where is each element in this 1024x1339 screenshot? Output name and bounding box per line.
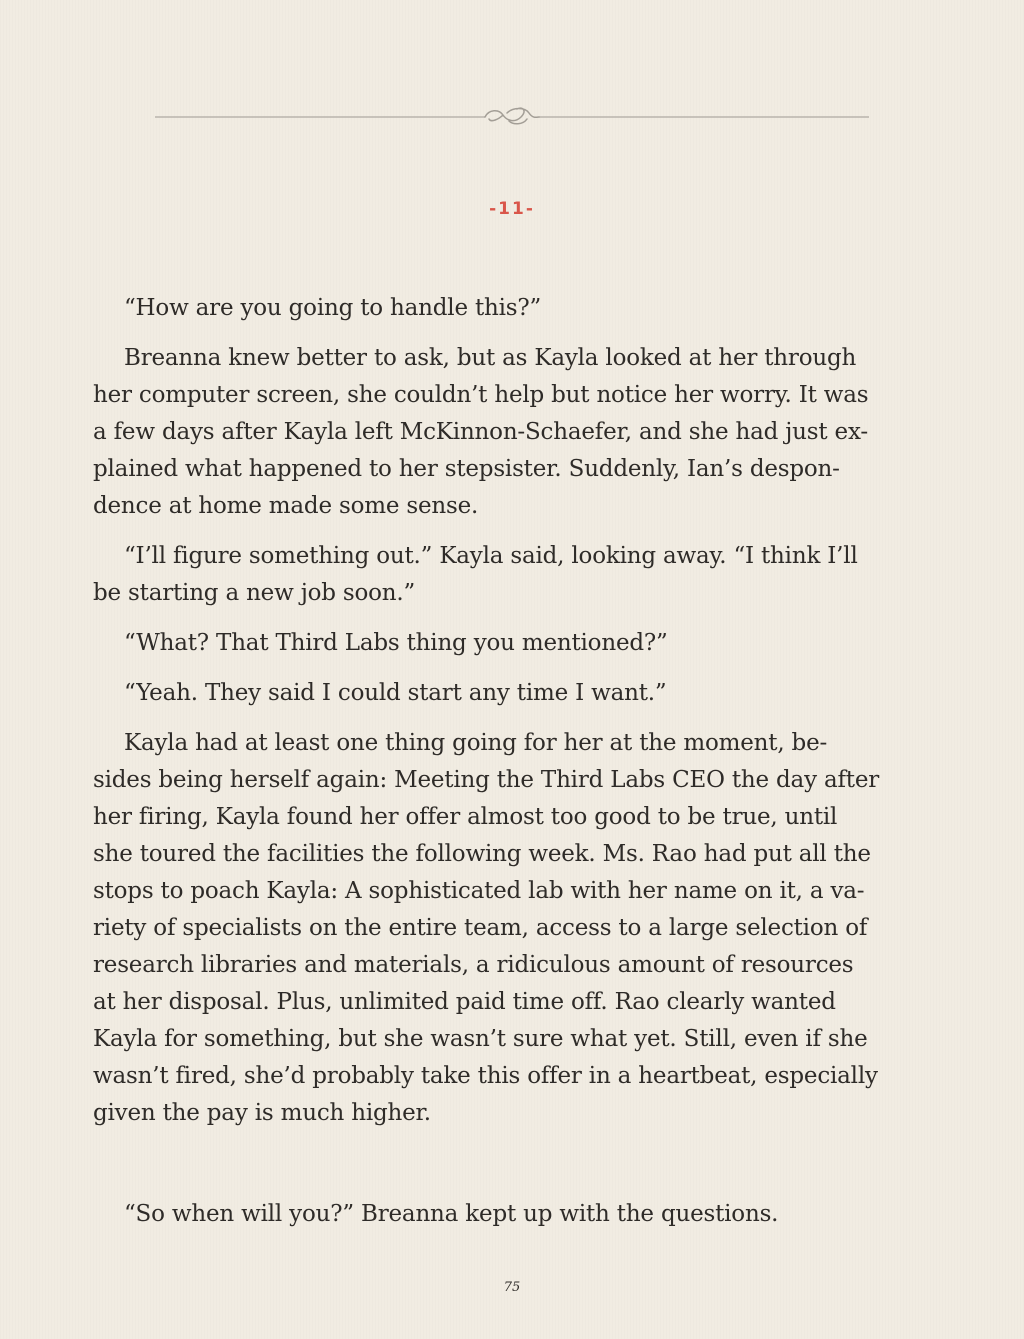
text-line: wasn’t fired, she’d probably take this offer in a heartbeat, especially [93,1063,878,1089]
paragraph [93,1196,933,1233]
text-line: Breanna knew better to ask, but as Kayla looked at her through [124,345,857,371]
text-line: stops to poach Kayla: A sophisticated lab with her name on it, a va- [93,878,865,904]
chapter-number: -11- [489,199,535,219]
text-line: research libraries and materials, a ridiculous amount of resources [93,952,854,978]
text-line: “How are you going to handle this?” [124,295,542,321]
text-line: be starting a new job soon.” [93,580,416,606]
text-line: riety of specialists on the entire team, access to a large selection of [93,915,868,941]
paragraph [93,290,933,327]
text-line: her computer screen, she couldn’t help but notice her worry. It was [93,382,869,408]
paragraph [93,538,933,612]
text-line: at her disposal. Plus, unlimited paid time off. Rao clearly wanted [93,989,836,1015]
text-line: “Yeah. They said I could start any time I want.” [124,680,667,706]
text-line: Kayla had at least one thing going for her at the moment, be- [124,730,828,756]
flourish-divider-icon [155,104,869,130]
text-line: “So when will you?” Breanna kept up with the questions. [124,1201,779,1227]
text-line: her firing, Kayla found her offer almost too good to be true, until [93,804,838,830]
text-line: “I’ll figure something out.” Kayla said, looking away. “I think I’ll [124,543,858,569]
page-number: 75 [503,1280,521,1295]
text-line: Kayla for something, but she wasn’t sure what yet. Still, even if she [93,1026,868,1052]
chapter-body [93,290,933,1246]
text-line: “What? That Third Labs thing you mentioned?” [124,630,668,656]
text-line: dence at home made some sense. [93,493,479,519]
paragraph [93,340,933,525]
paragraph [93,725,933,1132]
text-line: given the pay is much higher. [93,1100,431,1126]
paragraph [93,675,933,712]
text-line: plained what happened to her stepsister. Suddenly, Ian’s despon- [93,456,840,482]
text-line: a few days after Kayla left McKinnon-Schaefer, and she had just ex- [93,419,868,445]
text-line: she toured the facilities the following week. Ms. Rao had put all the [93,841,871,867]
paragraph [93,625,933,662]
text-line: sides being herself again: Meeting the Third Labs CEO the day after [93,767,880,793]
